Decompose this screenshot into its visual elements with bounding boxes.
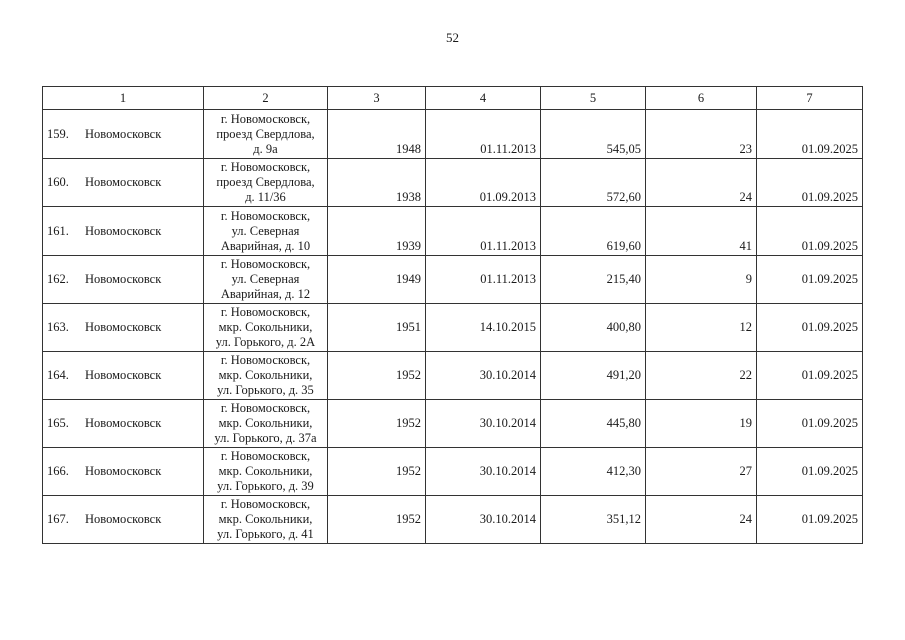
year-cell: 1952 xyxy=(328,496,426,544)
due-date-cell: 01.09.2025 xyxy=(757,207,863,256)
table-row xyxy=(43,448,863,496)
area-cell: 491,20 xyxy=(541,352,646,400)
address-cell xyxy=(204,207,328,256)
table-header xyxy=(43,87,863,110)
address-line: г. Новомосковск, xyxy=(220,305,311,319)
address-cell xyxy=(204,352,328,400)
settlement-name: Новомосковск xyxy=(85,368,162,382)
count-cell: 24 xyxy=(646,496,757,544)
due-date-cell: 01.09.2025 xyxy=(757,110,863,159)
row-name-cell xyxy=(43,110,204,159)
column-header: 3 xyxy=(328,87,426,110)
row-number: 160. xyxy=(47,175,69,189)
count-cell: 22 xyxy=(646,352,757,400)
date-cell: 30.10.2014 xyxy=(426,496,541,544)
column-header: 2 xyxy=(204,87,328,110)
page-number: 52 xyxy=(446,30,459,45)
address-cell xyxy=(204,496,328,544)
row-number: 165. xyxy=(47,416,69,430)
address-line: проезд Свердлова, xyxy=(216,126,315,141)
address-line: ул. Горького, д. 2А xyxy=(215,335,316,349)
year-cell: 1948 xyxy=(328,110,426,159)
address-line: ул. Горького, д. 35 xyxy=(217,383,314,397)
address-line: ул. Северная xyxy=(231,223,300,238)
due-date-cell: 01.09.2025 xyxy=(757,159,863,207)
table-row xyxy=(43,207,863,256)
area-cell: 400,80 xyxy=(541,304,646,352)
address-line: Аварийная, д. 12 xyxy=(220,287,311,301)
address-line: ул. Горького, д. 41 xyxy=(217,527,314,541)
address-line: ул. Северная xyxy=(231,272,300,286)
address-line: г. Новомосковск, xyxy=(220,257,311,271)
address-line: г. Новомосковск, xyxy=(220,497,311,511)
settlement-name: Новомосковск xyxy=(85,512,162,526)
row-number: 159. xyxy=(47,126,69,141)
column-header: 6 xyxy=(646,87,757,110)
row-name-cell xyxy=(43,496,204,544)
count-cell: 27 xyxy=(646,448,757,496)
address-cell xyxy=(204,159,328,207)
due-date-cell: 01.09.2025 xyxy=(757,352,863,400)
row-number: 164. xyxy=(47,368,69,382)
row-number: 163. xyxy=(47,320,69,334)
address-line: мкр. Сокольники, xyxy=(218,464,313,478)
table-row xyxy=(43,304,863,352)
address-line: г. Новомосковск, xyxy=(220,353,311,367)
row-name-cell xyxy=(43,256,204,304)
settlement-name: Новомосковск xyxy=(85,272,162,286)
address-line: ул. Горького, д. 39 xyxy=(217,479,314,493)
address-cell xyxy=(204,304,328,352)
row-name-cell xyxy=(43,159,204,207)
address-line: Аварийная, д. 10 xyxy=(220,238,311,253)
row-name-cell xyxy=(43,207,204,256)
settlement-name: Новомосковск xyxy=(85,416,162,430)
year-cell: 1949 xyxy=(328,256,426,304)
column-header: 7 xyxy=(757,87,863,110)
address-line: мкр. Сокольники, xyxy=(218,416,313,430)
table-row xyxy=(43,159,863,207)
due-date-cell: 01.09.2025 xyxy=(757,400,863,448)
date-cell: 01.11.2013 xyxy=(426,110,541,159)
year-cell: 1951 xyxy=(328,304,426,352)
table-row xyxy=(43,256,863,304)
date-cell: 01.09.2013 xyxy=(426,159,541,207)
address-cell xyxy=(204,110,328,159)
due-date-cell: 01.09.2025 xyxy=(757,448,863,496)
area-cell: 351,12 xyxy=(541,496,646,544)
row-number: 161. xyxy=(47,223,69,238)
row-name-cell xyxy=(43,304,204,352)
address-line: г. Новомосковск, xyxy=(220,160,311,174)
due-date-cell: 01.09.2025 xyxy=(757,496,863,544)
row-name-cell xyxy=(43,352,204,400)
year-cell: 1938 xyxy=(328,159,426,207)
settlement-name: Новомосковск xyxy=(85,126,162,141)
row-number: 167. xyxy=(47,512,69,526)
date-cell: 30.10.2014 xyxy=(426,352,541,400)
date-cell: 01.11.2013 xyxy=(426,256,541,304)
address-line: ул. Горького, д. 37а xyxy=(214,431,317,445)
area-cell: 412,30 xyxy=(541,448,646,496)
count-cell: 24 xyxy=(646,159,757,207)
table-row xyxy=(43,110,863,159)
area-cell: 619,60 xyxy=(541,207,646,256)
column-header: 1 xyxy=(43,87,204,110)
address-line: г. Новомосковск, xyxy=(220,111,311,126)
date-cell: 30.10.2014 xyxy=(426,448,541,496)
address-line: г. Новомосковск, xyxy=(220,401,311,415)
count-cell: 23 xyxy=(646,110,757,159)
settlement-name: Новомосковск xyxy=(85,320,162,334)
table-row xyxy=(43,400,863,448)
address-cell xyxy=(204,256,328,304)
table-row xyxy=(43,496,863,544)
settlement-name: Новомосковск xyxy=(85,223,162,238)
header-row xyxy=(43,87,863,110)
address-cell xyxy=(204,400,328,448)
year-cell: 1952 xyxy=(328,400,426,448)
count-cell: 9 xyxy=(646,256,757,304)
column-header: 4 xyxy=(426,87,541,110)
area-cell: 445,80 xyxy=(541,400,646,448)
count-cell: 41 xyxy=(646,207,757,256)
column-header: 5 xyxy=(541,87,646,110)
address-line: д. 11/36 xyxy=(245,190,286,204)
settlement-name: Новомосковск xyxy=(85,464,162,478)
address-line: мкр. Сокольники, xyxy=(218,512,313,526)
address-line: мкр. Сокольники, xyxy=(218,320,313,334)
registry-table xyxy=(42,86,863,544)
row-number: 166. xyxy=(47,464,69,478)
address-line: г. Новомосковск, xyxy=(220,449,311,463)
address-line: мкр. Сокольники, xyxy=(218,368,313,382)
area-cell: 215,40 xyxy=(541,256,646,304)
date-cell: 01.11.2013 xyxy=(426,207,541,256)
row-name-cell xyxy=(43,400,204,448)
address-line: д. 9а xyxy=(253,141,278,156)
area-cell: 545,05 xyxy=(541,110,646,159)
address-cell xyxy=(204,448,328,496)
row-name-cell xyxy=(43,448,204,496)
row-number: 162. xyxy=(47,272,69,286)
address-line: г. Новомосковск, xyxy=(220,208,311,223)
count-cell: 12 xyxy=(646,304,757,352)
area-cell: 572,60 xyxy=(541,159,646,207)
count-cell: 19 xyxy=(646,400,757,448)
year-cell: 1939 xyxy=(328,207,426,256)
settlement-name: Новомосковск xyxy=(85,175,162,189)
address-line: проезд Свердлова, xyxy=(216,175,315,189)
date-cell: 14.10.2015 xyxy=(426,304,541,352)
due-date-cell: 01.09.2025 xyxy=(757,256,863,304)
table-body xyxy=(43,110,863,544)
date-cell: 30.10.2014 xyxy=(426,400,541,448)
table-row xyxy=(43,352,863,400)
year-cell: 1952 xyxy=(328,352,426,400)
year-cell: 1952 xyxy=(328,448,426,496)
due-date-cell: 01.09.2025 xyxy=(757,304,863,352)
